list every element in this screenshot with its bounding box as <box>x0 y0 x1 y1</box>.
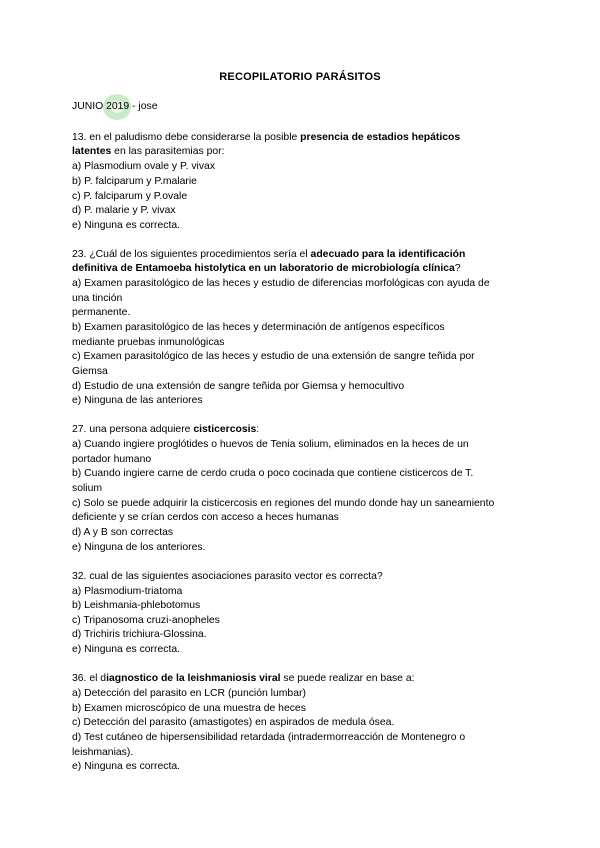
q23-option-c-line2: Giemsa <box>72 366 108 377</box>
q36-stem-text2: se puede realizar en base a: <box>280 673 415 684</box>
date-line <box>72 100 157 113</box>
q13-option-e: e) Ninguna es correcta. <box>72 220 181 231</box>
q13-option-a: a) Plasmodium ovale y P. vivax <box>72 161 216 172</box>
q23-option-e: e) Ninguna de las anteriores <box>72 395 203 406</box>
q13-option-d: d) P. malarie y P. vivax <box>72 205 176 216</box>
q27-stem-bold: cisticercosis <box>193 424 257 435</box>
q36-option-d-line1: d) Test cutáneo de hipersensibilidad retardada (intradermorreacción de Montenegro o <box>72 732 466 743</box>
q36-stem-text: 36. el d <box>72 673 107 684</box>
q27-option-b-line1: b) Cuando ingiere carne de cerdo cruda o poco cocinada que contiene cisticercos de T. <box>72 468 474 479</box>
q36-option-d-line2: leishmanias). <box>72 747 134 758</box>
q23-option-d: d) Estudio de una extensión de sangre teñida por Giemsa y hemocultivo <box>72 381 405 392</box>
q36-stem <box>72 672 415 685</box>
q23-option-b-line2: mediante pruebas inmunológicas <box>72 337 225 348</box>
q36-stem-bold: iagnostico de la leishmaniosis viral <box>106 673 281 684</box>
q23-option-b-line1: b) Examen parasitológico de las heces y determinación de antígenos específicos <box>72 322 445 333</box>
q23-stem-line1 <box>72 248 465 261</box>
q13-stem-text: 13. en el paludismo debe considerarse la posible <box>72 132 301 143</box>
q27-stem-line1 <box>72 423 259 436</box>
q36-option-b: b) Examen microscópico de una muestra de heces <box>72 703 306 714</box>
q27-option-a-line2: portador humano <box>72 454 152 465</box>
date-suffix: - jose <box>129 101 158 112</box>
q23-option-c-line1: c) Examen parasitológico de las heces y estudio de una extensión de sangre teñida por <box>72 351 475 362</box>
q27-option-d: d) A y B son correctas <box>72 527 174 538</box>
q23-stem-bold: adecuado para la identificación <box>310 249 466 260</box>
q27-option-c-line2: deficiente y se crían cerdos con acceso a heces humanas <box>72 512 339 523</box>
q23-stem-text2: ? <box>454 263 461 274</box>
q32-option-a: a) Plasmodium-triatoma <box>72 586 183 597</box>
document-title: RECOPILATORIO PARÁSITOS <box>219 71 381 83</box>
q32-option-d: d) Trichiris trichiura-Glossina. <box>72 629 207 640</box>
q32-stem: 32. cual de las siguientes asociaciones parasito vector es correcta? <box>72 571 383 582</box>
q27-option-e: e) Ninguna de los anteriores. <box>72 542 206 553</box>
q13-stem-bold2: latentes <box>72 146 112 157</box>
q27-option-c-line1: c) Solo se puede adquirir la cisticercosis en regiones del mundo donde hay un saneamiento <box>72 498 495 509</box>
q13-stem-text2: en las parasitemias por: <box>111 146 225 157</box>
q32-option-e: e) Ninguna es correcta. <box>72 644 181 655</box>
q36-option-e: e) Ninguna es correcta. <box>72 761 181 772</box>
q36-option-a: a) Detección del parasito en LCR (punción lumbar) <box>72 688 306 699</box>
q23-option-a-line2: una tinción <box>72 293 123 304</box>
q13-option-c: c) P. falciparum y P.ovale <box>72 191 188 202</box>
q23-stem-bold2: definitiva de Entamoeba histolytica en un laboratorio de microbiología clínica <box>72 263 455 274</box>
q13-stem-line2 <box>72 145 224 158</box>
q23-option-a-line3: permanente. <box>72 307 131 318</box>
q23-stem-text: 23. ¿Cuál de los siguientes procedimientos sería el <box>72 249 311 260</box>
q32-option-b: b) Leishmania-phlebotomus <box>72 600 201 611</box>
q13-stem-bold: presencia de estadios hepáticos <box>300 132 461 143</box>
date-prefix: JUNIO <box>72 101 107 112</box>
q23-option-a-line1: a) Examen parasitológico de las heces y estudio de diferencias morfológicas con ayuda de <box>72 278 490 289</box>
q32-option-c: c) Tripanosoma cruzi-anopheles <box>72 615 220 626</box>
q27-option-a-line1: a) Cuando ingiere proglótides o huevos de Tenia solium, eliminados en la heces de un <box>72 439 469 450</box>
q23-stem-line2 <box>72 262 461 275</box>
q27-stem-colon: : <box>256 424 260 435</box>
q13-option-b: b) P. falciparum y P.malarie <box>72 176 197 187</box>
q36-option-c: c) Detección del parasito (amastigotes) en aspirados de medula ósea. <box>72 717 395 728</box>
q13-stem-line1 <box>72 131 460 144</box>
q27-stem-text: 27. una persona adquiere <box>72 424 194 435</box>
q27-option-b-line2: solium <box>72 483 103 494</box>
date-year: 2019 <box>106 101 130 112</box>
